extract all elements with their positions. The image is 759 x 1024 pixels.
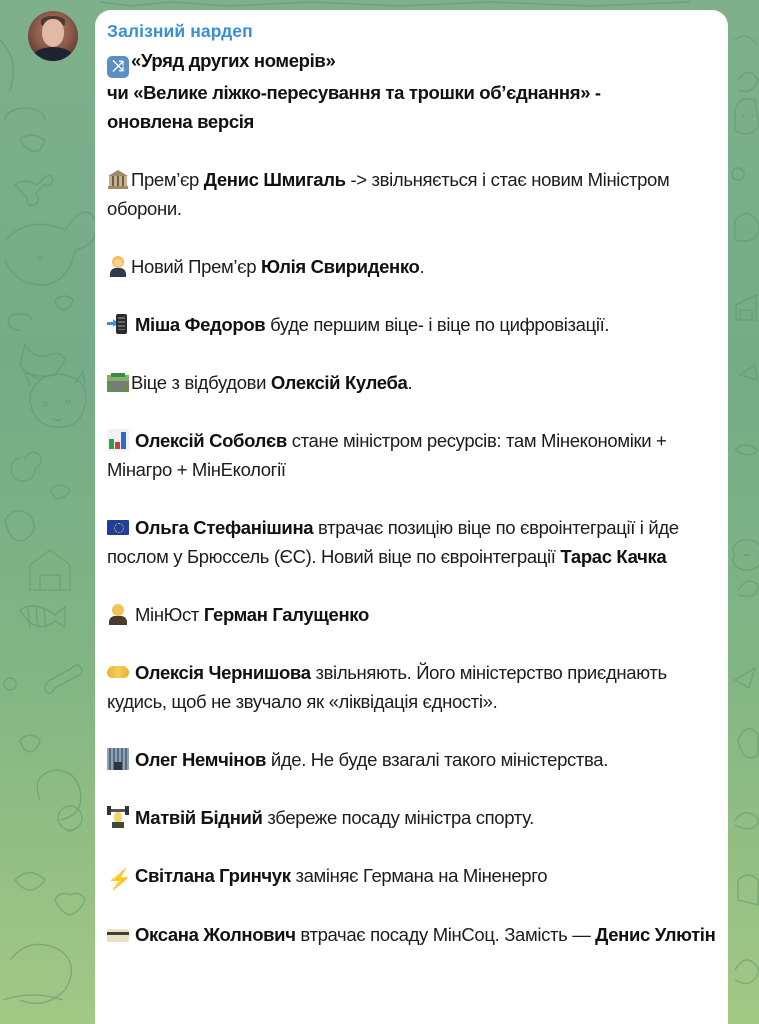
sender-name[interactable]: Залізний нардеп [107, 21, 253, 41]
classical-building-icon [107, 168, 129, 190]
judge-icon [107, 603, 129, 625]
message-item: Прем’єр Денис Шмигаль -> звільняється і стає новим Міністром оборони. [107, 169, 670, 219]
shuffle-icon: ⤨ [107, 56, 129, 78]
office-building-icon [107, 748, 129, 770]
channel-avatar[interactable] [28, 11, 78, 61]
avatar-shirt [33, 47, 73, 61]
bar-chart-icon [107, 429, 129, 451]
weightlifter-icon [107, 806, 129, 828]
message-item: Міша Федоров буде першим віце- і віце по цифровізації. [107, 310, 716, 339]
message-item: Матвій Бідний збереже посаду міністра спорту. [107, 803, 716, 832]
message-item: Олексій Соболєв стане міністром ресурсів: там Мінекономіки + Мінагро + МінЕкології [107, 430, 667, 480]
title-line-3: оновлена версія [107, 111, 254, 132]
credit-card-icon [107, 929, 129, 942]
message-title [107, 46, 716, 136]
message-item: ⚡ Світлана Гринчук заміняє Германа на Міненерго [107, 865, 548, 891]
woman-office-worker-icon [107, 255, 129, 277]
high-voltage-icon: ⚡ [107, 869, 132, 891]
avatar-face [42, 19, 64, 47]
handshake-icon [107, 661, 129, 683]
message-item: Оксана Жолнович втрачає посаду МінСоц. Замість — Денис Улютін [107, 920, 716, 949]
message-item: Олексія Чернишова звільняють. Його міністерство приєднають кудись, щоб не звучало як «ліквідація єдності». [107, 662, 667, 712]
message-item: Віце з відбудови Олексій Кулеба. [107, 368, 716, 397]
message-bubble [95, 10, 728, 1024]
message-item: Олег Немчінов йде. Не буде взагалі такого міністерства. [107, 745, 716, 774]
message-item: Новий Прем’єр Юлія Свириденко. [107, 252, 716, 281]
message-item: МінЮст Герман Галущенко [107, 600, 716, 629]
message-item: Ольга Стефанішина втрачає позицію віце по євроінтеграції і йде послом у Брюссель (ЄС). Новий віце по євроінтеграції Тарас Качка [107, 517, 679, 567]
mobile-phone-arrow-icon [107, 313, 129, 335]
title-line-1: «Уряд других номерів» [131, 50, 336, 71]
motorway-icon [107, 371, 129, 393]
title-line-2: чи «Велике ліжко-пересування та трошки об’єднання» - [107, 82, 601, 103]
eu-flag-icon [107, 520, 129, 535]
